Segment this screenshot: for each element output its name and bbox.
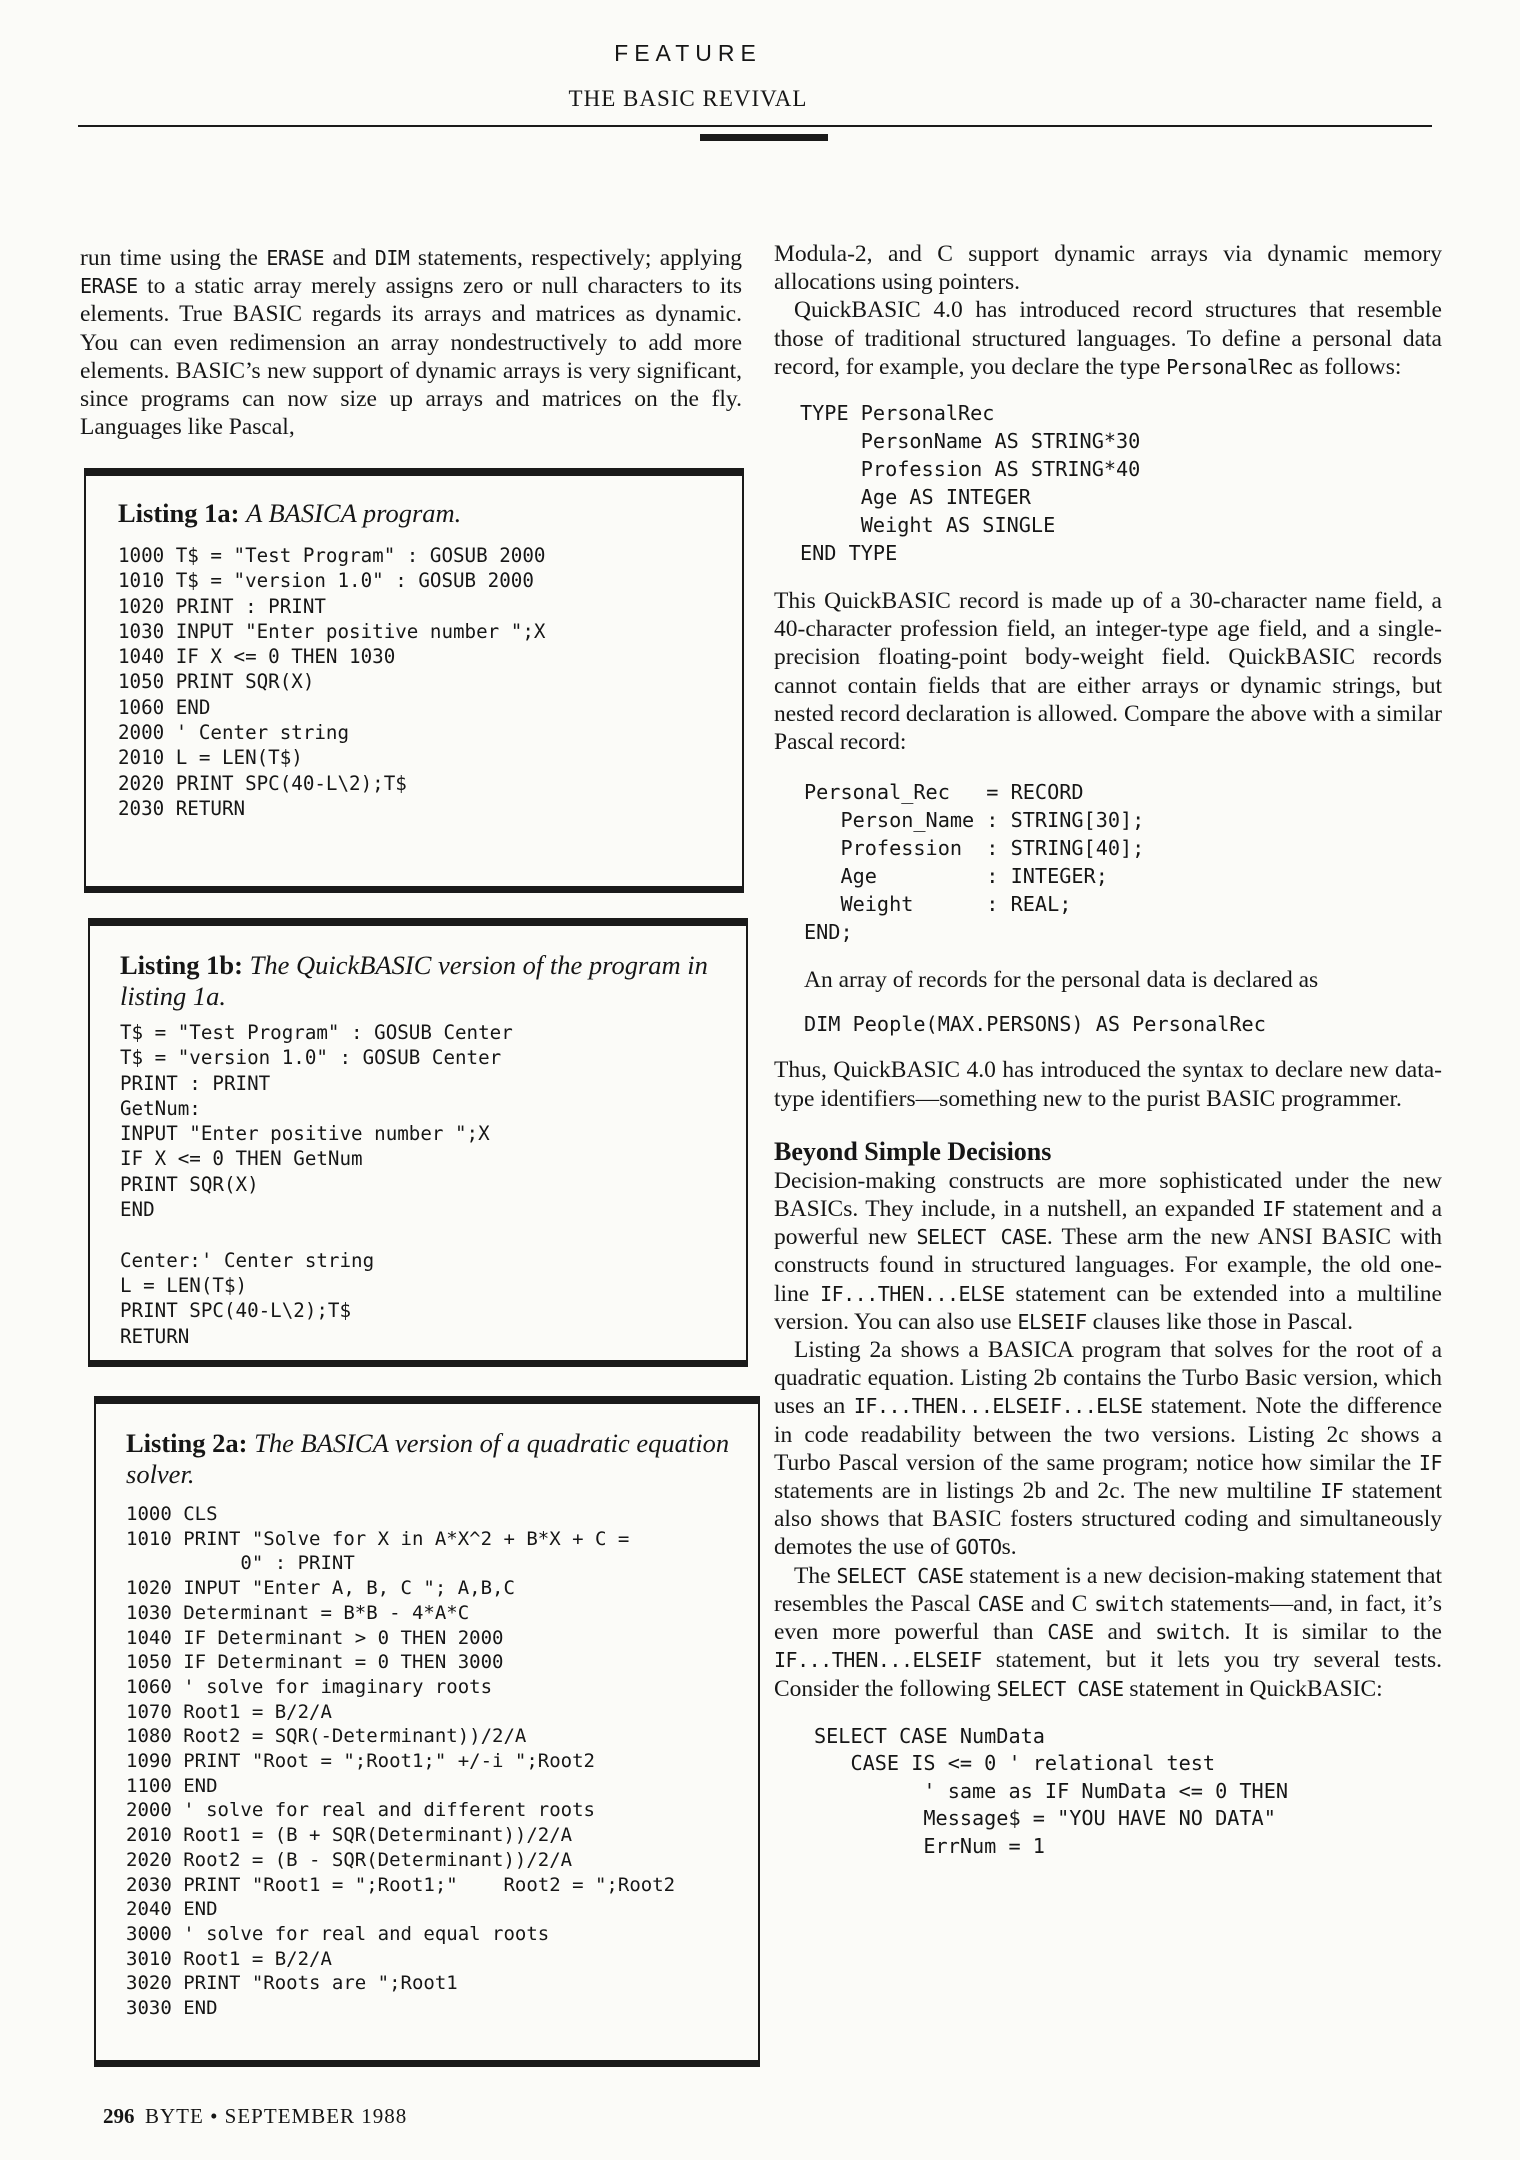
magazine-issue: BYTE • SEPTEMBER 1988 — [145, 2104, 408, 2128]
left-intro-paragraph: run time using the ERASE and DIM statements, respectively; applying ERASE to a static array merely assigns zero or null characters to its elements. True BASIC regards its arrays and matrices as dynamic. You can even redimension an array nondestructively to add more elements. BASIC’s new support of dynamic arrays is very significant, since programs can now size up arrays and matrices on the fly. Languages like Pascal, — [80, 245, 742, 441]
header-rule-accent — [700, 134, 828, 141]
code-select-case: SELECT CASE NumData CASE IS <= 0 ' relational test ' same as IF NumData <= 0 THEN Message$ = "YOU HAVE NO DATA" ErrNum = 1 — [814, 1723, 1289, 1858]
page-footer — [103, 2104, 407, 2129]
listing-2a-box — [94, 1402, 760, 2067]
page-number: 296 — [103, 2104, 135, 2128]
code-dim-people: DIM People(MAX.PERSONS) AS PersonalRec — [804, 1012, 1266, 1037]
paragraph-data-type: Thus, QuickBASIC 4.0 has introduced the syntax to declare new data-type identifiers—something new to the purist BASIC programmer. — [774, 1057, 1442, 1112]
code-type-personalrec: TYPE PersonalRec PersonName AS STRING*30 Profession AS STRING*40 Age AS INTEGER Weight AS SINGLE END TYPE — [800, 401, 1141, 566]
listing-1b-code: T$ = "Test Program" : GOSUB Center T$ = "version 1.0" : GOSUB Center PRINT : PRINT GetNum: INPUT "Enter positive number ";X IF X <= 0 THEN GetNum PRINT SQR(X) END Center:' Center string L = LEN(T$) PRINT SPC(40-L\2);T$ RETURN — [120, 1021, 513, 1348]
paragraph-listing-2a: Listing 2a shows a BASICA program that solves for the root of a quadratic equation. Listing 2b contains the Turbo Basic version, which uses an IF...THEN...ELSEIF...ELSE statement. Note the difference in code readability between the two versions. Listing 2c shows a Turbo Pascal version of the same program; notice how similar the IF statements are in listings 2b and 2c. The new multiline IF statement also shows that BASIC fosters structured coding and simultaneously demotes the use of GOTOs. — [774, 1337, 1443, 1561]
paragraph-modula: Modula-2, and C support dynamic arrays via dynamic memory allocations using pointers. — [774, 241, 1442, 296]
paragraph-decisions: Decision-making constructs are more sophisticated under the new BASICs. They include, in a nutshell, an expanded IF statement and a powerful new SELECT CASE. These arm the new ANSI BASIC with constructs found in structured languages. For example, the old one-line IF...THEN...ELSE statement can be extended into a multiline version. You can also use ELSEIF clauses like those in Pascal. — [774, 1167, 1443, 1335]
right-column — [774, 240, 1442, 1860]
section-kicker: FEATURE — [614, 40, 762, 66]
subhead-beyond-simple-decisions: Beyond Simple Decisions — [774, 1136, 1052, 1166]
listing-1a-code: 1000 T$ = "Test Program" : GOSUB 2000 1010 T$ = "version 1.0" : GOSUB 2000 1020 PRINT : PRINT 1030 INPUT "Enter positive number ";X 1040 IF X <= 0 THEN 1030 1050 PRINT SQR(X) 1060 END 2000 ' Center string 2010 L = LEN(T$) 2020 PRINT SPC(40-L\2);T$ 2030 RETURN — [118, 544, 546, 820]
paragraph-array-of-records: An array of records for the personal data is declared as — [804, 967, 1319, 994]
listing-1b-title: Listing 1b: The QuickBASIC version of the program in listing 1a. — [120, 950, 708, 1011]
article-title: THE BASIC REVIVAL — [568, 86, 808, 111]
listing-1a-box — [84, 474, 744, 893]
listing-1b-box — [88, 924, 748, 1367]
code-pascal-record: Personal_Rec = RECORD Person_Name : STRING[30]; Profession : STRING[40]; Age : INTEGER; Weight : REAL; END; — [804, 780, 1145, 945]
listing-2a-title: Listing 2a: The BASICA version of a quadratic equation solver. — [126, 1428, 730, 1489]
paragraph-record-description: This QuickBASIC record is made up of a 30-character name field, a 40-character profession field, an integer-type age field, and a single-precision floating-point body-weight field. QuickBASIC records cannot contain fields that are either arrays or dynamic strings, but nested record declaration is allowed. Compare the above with a similar Pascal record: — [774, 588, 1442, 756]
paragraph-record-structures: QuickBASIC 4.0 has introduced record structures that resemble those of traditional structured languages. To define a personal data record, for example, you declare the type PersonalRec as follows: — [774, 297, 1442, 380]
header-rule — [78, 125, 1432, 127]
listing-2a-code: 1000 CLS 1010 PRINT "Solve for X in A*X^2 + B*X + C = 0" : PRINT 1020 INPUT "Enter A, B, C "; A,B,C 1030 Determinant = B*B - 4*A*C 1040 IF Determinant > 0 THEN 2000 1050 IF Determinant = 0 THEN 3000 1060 ' solve for imaginary roots 1070 Root1 = B/2/A 1080 Root2 = SQR(-Determinant))/2/A 1090 PRINT "Root = ";Root1;" +/-i ";Root2 1100 END 2000 ' solve for real and different roots 2010 Root1 = (B + SQR(Determinant))/2/A 2020 Root2 = (B - SQR(Determinant))/2/A 2030 PRINT "Root1 = ";Root1;" Root2 = ";Root2 2040 END 3000 ' solve for real and equal roots 3010 Root1 = B/2/A 3020 PRINT "Roots are ";Root1 3030 END — [126, 1503, 676, 2020]
listing-1a-title: Listing 1a: A BASICA program. — [118, 498, 462, 528]
paragraph-select-case: The SELECT CASE statement is a new decision-making statement that resembles the Pascal CASE and C switch statements—and, in fact, it’s even more powerful than CASE and switch. It is similar to the IF...THEN...ELSEIF statement, but it lets you try several tests. Consider the following SELECT CASE statement in QuickBASIC: — [774, 1562, 1442, 1702]
